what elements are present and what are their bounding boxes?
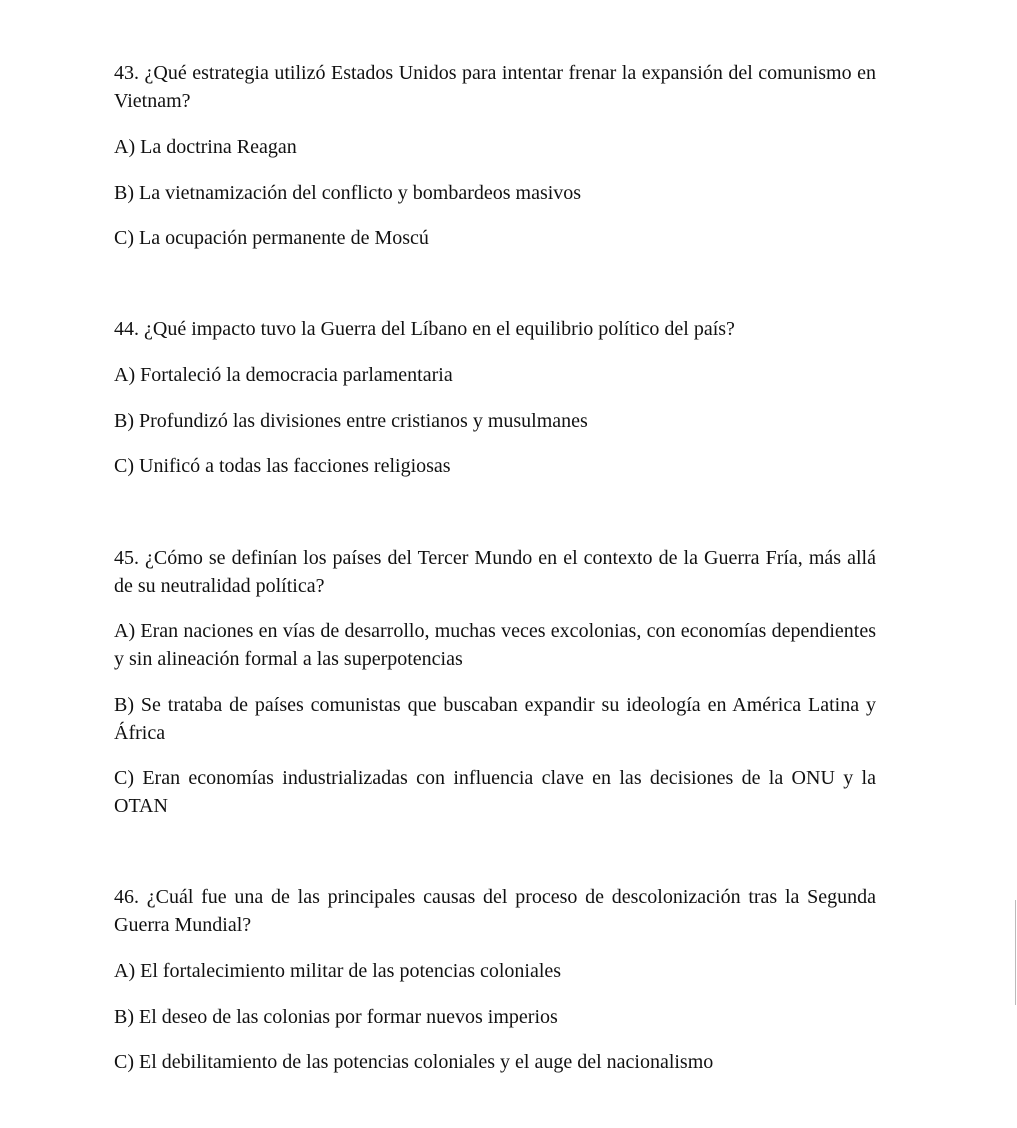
question-text: 43. ¿Qué estrategia utilizó Estados Unidos para intentar frenar la expansión del comunismo en Vietnam? xyxy=(114,62,876,112)
question-text: 46. ¿Cuál fue una de las principales causas del proceso de descolonización tras la Segunda Guerra Mundial? xyxy=(114,886,876,936)
option-b: B) Se trataba de países comunistas que buscaban expandir su ideología en América Latina y África xyxy=(114,694,876,744)
question-text: 44. ¿Qué impacto tuvo la Guerra del Líbano en el equilibrio político del país? xyxy=(114,318,735,340)
option-a: A) El fortalecimiento militar de las potencias coloniales xyxy=(114,960,562,982)
page-edge-line xyxy=(1015,900,1016,1005)
option-b: B) La vietnamización del conflicto y bombardeos masivos xyxy=(114,182,582,204)
option-b: B) Profundizó las divisiones entre cristianos y musulmanes xyxy=(114,410,588,432)
option-a: A) Fortaleció la democracia parlamentaria xyxy=(114,364,453,386)
option-c: C) El debilitamiento de las potencias coloniales y el auge del nacionalismo xyxy=(114,1051,714,1073)
option-b: B) El deseo de las colonias por formar nuevos imperios xyxy=(114,1006,558,1028)
question-text: 45. ¿Cómo se definían los países del Tercer Mundo en el contexto de la Guerra Fría, más allá de su neutralidad política? xyxy=(114,547,876,597)
option-a: A) Eran naciones en vías de desarrollo, muchas veces excolonias, con economías dependientes y sin alineación formal a las superpotencias xyxy=(114,620,876,670)
option-c: C) Eran economías industrializadas con influencia clave en las decisiones de la ONU y la OTAN xyxy=(114,767,876,817)
option-c: C) Unificó a todas las facciones religiosas xyxy=(114,455,451,477)
option-c: C) La ocupación permanente de Moscú xyxy=(114,227,429,249)
option-a: A) La doctrina Reagan xyxy=(114,136,297,158)
